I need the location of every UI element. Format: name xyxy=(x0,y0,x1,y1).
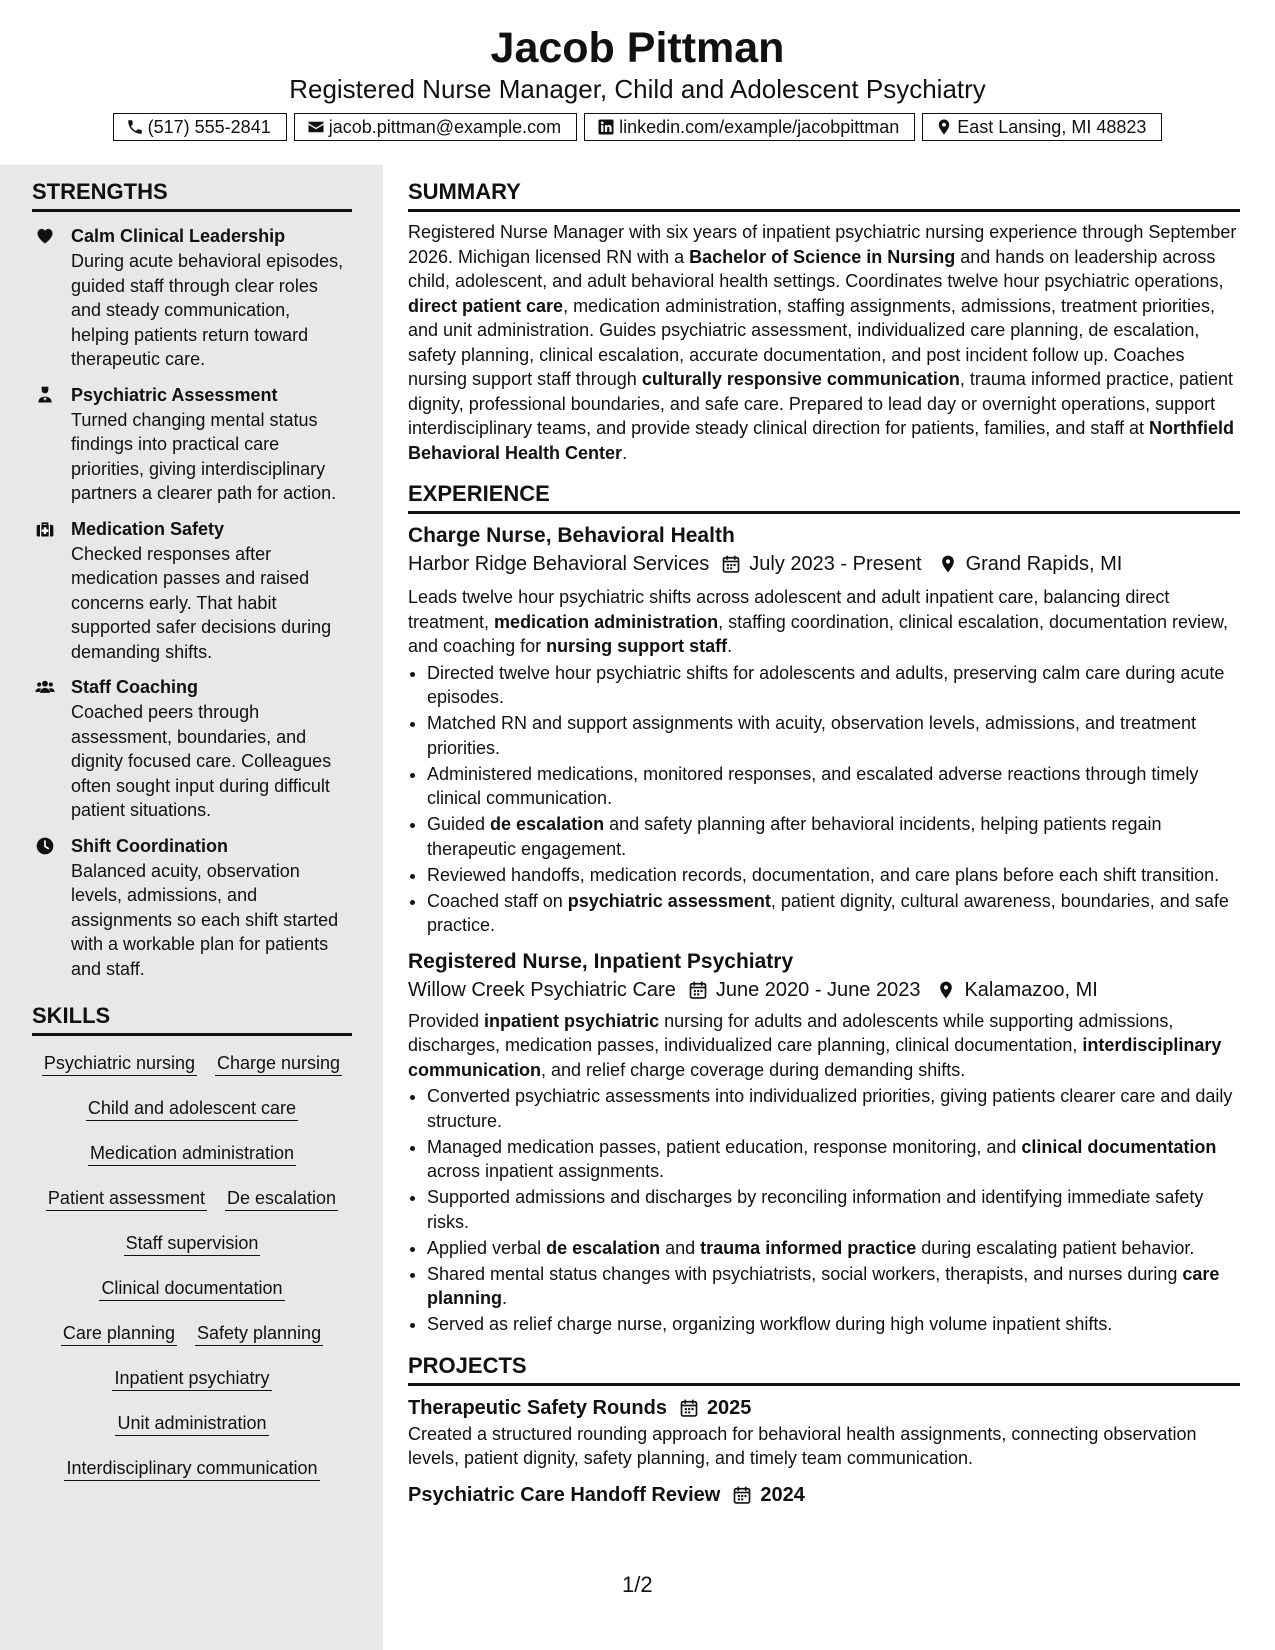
job-meta xyxy=(408,550,1240,578)
strength-item xyxy=(32,382,352,506)
map-pin-icon xyxy=(938,554,958,574)
experience-heading: EXPERIENCE xyxy=(408,479,1240,514)
job-bullet: • Managed medication passes, patient education, response monitoring, and clinical documentation across inpatient assignments. xyxy=(427,1135,1240,1184)
job-entry xyxy=(408,948,1240,1337)
skill-tag: Patient assessment xyxy=(46,1186,207,1211)
main-content xyxy=(408,165,1240,1509)
skill-row xyxy=(32,1130,352,1175)
skill-row xyxy=(32,1175,352,1220)
skill-row xyxy=(32,1220,352,1265)
job-bullet: • Coached staff on psychiatric assessment, patient dignity, cultural awareness, boundaries, and safe practice. xyxy=(427,889,1240,938)
job-bullet: • Directed twelve hour psychiatric shifts for adolescents and adults, preserving calm care during acute episodes. xyxy=(427,661,1240,710)
skill-tag: Safety planning xyxy=(195,1321,323,1346)
job-company: Harbor Ridge Behavioral Services xyxy=(408,553,710,575)
resume-header xyxy=(0,0,1275,165)
skill-row xyxy=(32,1310,352,1355)
job-bullets xyxy=(408,1084,1240,1337)
calendar-icon xyxy=(721,554,741,574)
skill-row xyxy=(32,1040,352,1085)
job-bullet: • Administered medications, monitored responses, and escalated adverse reactions through timely clinical communication. xyxy=(427,762,1240,811)
skill-tag: Staff supervision xyxy=(124,1231,261,1256)
skill-row xyxy=(32,1445,352,1490)
skills-list xyxy=(32,1040,352,1490)
contact-email-text: jacob.pittman@example.com xyxy=(328,116,562,137)
strengths-heading: STRENGTHS xyxy=(32,177,352,212)
job-company: Willow Creek Psychiatric Care xyxy=(408,978,676,1001)
job-bullet: • Shared mental status changes with psychiatrists, social workers, therapists, and nurses during care planning. xyxy=(427,1262,1240,1311)
project-desc: Created a structured rounding approach for behavioral health assignments, connecting observation levels, patient dignity, safety planning, and timely team communication. xyxy=(408,1423,1197,1468)
job-bullet: • Converted psychiatric assessments into individualized priorities, giving patients clearer care and daily structure. xyxy=(427,1084,1240,1133)
contact-phone-text: (517) 555-2841 xyxy=(147,116,271,137)
phone-icon xyxy=(126,118,144,136)
job-meta xyxy=(408,976,1240,1004)
project-entry xyxy=(408,1394,1240,1471)
map-pin-icon xyxy=(935,118,953,136)
map-pin-icon xyxy=(936,980,956,1000)
strength-title: Shift Coordination xyxy=(71,835,228,856)
contact-linkedin-text: linkedin.com/example/jacobpittman xyxy=(619,116,900,137)
job-bullet: • Reviewed handoffs, medication records, documentation, and care plans before each shift transition. xyxy=(427,863,1240,888)
calendar-icon xyxy=(688,980,708,1000)
job-intro: Provided inpatient psychiatric nursing for adults and adolescents while supporting admissions, discharges, medication passes, individualized care planning, clinical documentation, interdisciplinary communication, and relief charge coverage during demanding shifts. xyxy=(408,1010,1222,1080)
contact-location[interactable] xyxy=(922,113,1162,141)
job-bullet: • Guided de escalation and safety planning after behavioral incidents, helping patients regain therapeutic engagement. xyxy=(427,812,1240,861)
skill-tag: De escalation xyxy=(225,1186,338,1211)
project-title: Psychiatric Care Handoff Review xyxy=(408,1483,721,1506)
contact-location-text: East Lansing, MI 48823 xyxy=(957,116,1147,137)
contact-email[interactable] xyxy=(294,113,577,141)
strength-title: Staff Coaching xyxy=(71,677,199,697)
job-location: Kalamazoo, MI xyxy=(964,978,1098,1001)
skill-tag: Medication administration xyxy=(88,1141,296,1166)
job-bullet: • Matched RN and support assignments with acuity, observation levels, admissions, and treatment priorities. xyxy=(427,711,1240,760)
job-dates: June 2020 - June 2023 xyxy=(715,978,921,1001)
skill-tag: Care planning xyxy=(61,1321,177,1346)
job-title: Charge Nurse, Behavioral Health xyxy=(408,524,735,547)
strength-title: Calm Clinical Leadership xyxy=(71,226,286,246)
strength-desc: During acute behavioral episodes, guided staff through clear roles and steady communication, helping patients return toward therapeutic care. xyxy=(71,251,344,369)
medkit-icon xyxy=(35,519,55,539)
skill-tag: Interdisciplinary communication xyxy=(64,1456,319,1481)
envelope-icon xyxy=(307,118,325,136)
strength-desc: Balanced acuity, observation levels, admissions, and assignments so each shift started with a workable plan for patients and staff. xyxy=(71,860,339,979)
strength-item xyxy=(32,833,352,982)
skills-heading: SKILLS xyxy=(32,1001,352,1036)
strength-desc: Checked responses after medication passes and raised concerns early. That habit supported safer decisions during demanding shifts. xyxy=(71,543,332,662)
strength-item xyxy=(32,674,352,823)
strength-title: Medication Safety xyxy=(71,518,225,539)
sidebar xyxy=(0,165,383,1650)
strength-desc: Coached peers through assessment, boundaries, and dignity focused care. Colleagues often sought input during difficult patient situations. xyxy=(71,702,332,820)
job-entry xyxy=(408,522,1240,938)
clock-icon xyxy=(35,836,55,856)
projects-heading: PROJECTS xyxy=(408,1351,1240,1386)
job-intro: Leads twelve hour psychiatric shifts across adolescent and adult inpatient care, balancing direct treatment, medication administration, staffing coordination, clinical escalation, documentation review, and coaching for nursing support staff. xyxy=(408,587,1229,656)
job-dates: July 2023 - Present xyxy=(749,553,922,575)
job-bullet: • Supported admissions and discharges by reconciling information and identifying immediate safety risks. xyxy=(427,1185,1240,1234)
calendar-icon xyxy=(732,1485,752,1505)
skill-tag: Psychiatric nursing xyxy=(42,1051,197,1076)
heart-icon xyxy=(35,226,55,246)
skill-tag: Unit administration xyxy=(115,1411,268,1436)
strength-desc: Turned changing mental status findings into practical care priorities, giving interdisciplinary partners a clearer path for action. xyxy=(71,409,337,503)
skill-tag: Charge nursing xyxy=(215,1051,342,1076)
users-icon xyxy=(35,677,55,697)
user-nurse-icon xyxy=(35,385,55,405)
skill-row xyxy=(32,1085,352,1130)
candidate-name: Jacob Pittman xyxy=(490,24,785,72)
project-entry xyxy=(408,1481,1240,1509)
candidate-title: Registered Nurse Manager, Child and Adolescent Psychiatry xyxy=(289,74,986,104)
skill-row xyxy=(32,1355,352,1400)
strength-item xyxy=(32,516,352,665)
strength-item xyxy=(32,223,352,372)
linkedin-icon xyxy=(597,118,615,136)
project-title-row xyxy=(408,1481,1240,1509)
contact-bar xyxy=(0,113,1275,141)
job-bullets xyxy=(408,661,1240,938)
strength-title: Psychiatric Assessment xyxy=(71,384,278,405)
calendar-icon xyxy=(679,1398,699,1418)
project-title-row xyxy=(408,1394,1240,1422)
skill-tag: Inpatient psychiatry xyxy=(112,1366,271,1391)
summary-text: Registered Nurse Manager with six years of inpatient psychiatric nursing experience through September 2026. Michigan licensed RN with a Bachelor of Science in Nursing and hands on leadership across child, adolescent, and adult behavioral health settings. Coordinates twelve hour psychiatric operations, direct patient care, medication administration, staffing assignments, admissions, treatment priorities, and unit administration. Guides psychiatric assessment, individualized care planning, de escalation, safety planning, clinical escalation, accurate documentation, and post incident follow up. Coaches nursing support staff through culturally responsive communication, trauma informed practice, patient dignity, professional boundaries, and safe care. Prepared to lead day or overnight operations, support interdisciplinary teams, and provide steady clinical direction for patients, families, and staff at Northfield Behavioral Health Center. xyxy=(408,222,1237,463)
project-year: 2024 xyxy=(760,1483,805,1506)
page-number: 1/2 xyxy=(622,1572,653,1597)
summary-heading: SUMMARY xyxy=(408,177,1240,212)
contact-linkedin[interactable] xyxy=(584,113,915,141)
skill-row xyxy=(32,1400,352,1445)
skill-tag: Child and adolescent care xyxy=(86,1096,298,1121)
job-location: Grand Rapids, MI xyxy=(965,553,1123,575)
skill-row xyxy=(32,1265,352,1310)
contact-phone[interactable] xyxy=(113,113,287,141)
project-title: Therapeutic Safety Rounds xyxy=(408,1396,667,1419)
job-bullet: • Applied verbal de escalation and trauma informed practice during escalating patient behavior. xyxy=(427,1236,1240,1261)
job-bullet: • Served as relief charge nurse, organizing workflow during high volume inpatient shifts. xyxy=(427,1312,1240,1337)
skill-tag: Clinical documentation xyxy=(99,1276,284,1301)
job-title: Registered Nurse, Inpatient Psychiatry xyxy=(408,949,794,973)
project-year: 2025 xyxy=(706,1396,752,1419)
